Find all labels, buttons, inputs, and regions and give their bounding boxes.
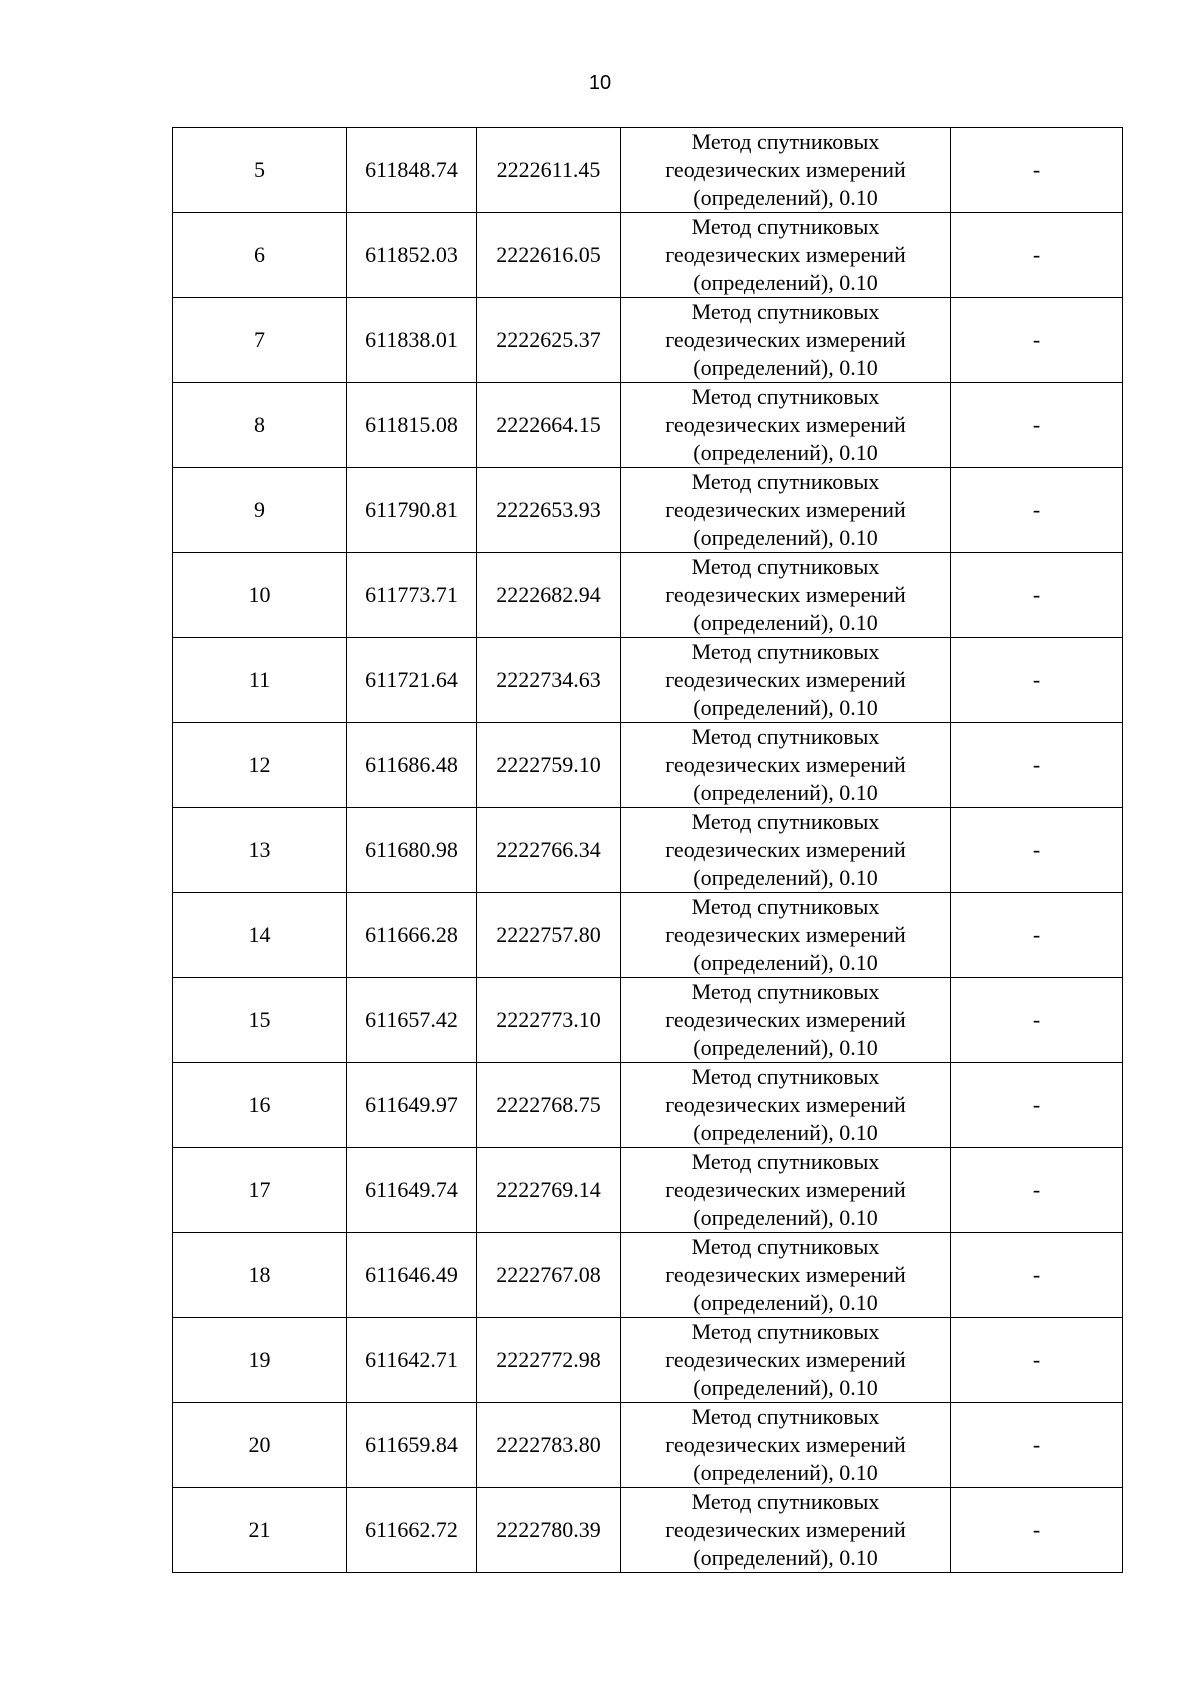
method-text-line: Метод спутниковых <box>691 214 880 239</box>
method-text-line: Метод спутниковых <box>691 1234 880 1259</box>
method-text-line: Метод спутниковых <box>691 299 880 324</box>
table-row <box>173 1148 1123 1233</box>
method-text-line: Метод спутниковых <box>691 1149 880 1174</box>
method-text-line: Метод спутниковых <box>691 809 880 834</box>
table-row <box>173 1063 1123 1148</box>
method-text-line: (определений), 0.10 <box>693 440 878 465</box>
x-coordinate-cell: 611649.74 <box>347 1148 477 1233</box>
method-text-line: (определений), 0.10 <box>693 185 878 210</box>
x-coordinate-cell: 611848.74 <box>347 128 477 213</box>
point-number-cell: 16 <box>173 1063 347 1148</box>
method-text-line: (определений), 0.10 <box>693 610 878 635</box>
x-coordinate-cell: 611721.64 <box>347 638 477 723</box>
table-row <box>173 213 1123 298</box>
point-number-cell: 15 <box>173 978 347 1063</box>
method-text-line: (определений), 0.10 <box>693 950 878 975</box>
y-coordinate-cell: 2222768.75 <box>477 1063 621 1148</box>
y-coordinate-cell: 2222682.94 <box>477 553 621 638</box>
x-coordinate-cell: 611662.72 <box>347 1488 477 1573</box>
method-text-line: Метод спутниковых <box>691 639 880 664</box>
method-text-line: геодезических измерений <box>665 157 906 182</box>
coordinates-table-body <box>173 128 1123 1573</box>
method-text-line: Метод спутниковых <box>691 554 880 579</box>
table-row <box>173 128 1123 213</box>
y-coordinate-cell: 2222767.08 <box>477 1233 621 1318</box>
method-text-line: геодезических измерений <box>665 1262 906 1287</box>
note-cell: - <box>951 383 1123 468</box>
x-coordinate-cell: 611838.01 <box>347 298 477 383</box>
note-cell: - <box>951 298 1123 383</box>
method-cell <box>621 1233 951 1318</box>
table-row <box>173 1233 1123 1318</box>
method-text-line: Метод спутниковых <box>691 129 880 154</box>
table-row <box>173 723 1123 808</box>
point-number-cell: 11 <box>173 638 347 723</box>
y-coordinate-cell: 2222773.10 <box>477 978 621 1063</box>
method-cell <box>621 723 951 808</box>
note-cell: - <box>951 1318 1123 1403</box>
y-coordinate-cell: 2222625.37 <box>477 298 621 383</box>
method-text-line: (определений), 0.10 <box>693 695 878 720</box>
table-row <box>173 383 1123 468</box>
y-coordinate-cell: 2222780.39 <box>477 1488 621 1573</box>
note-cell: - <box>951 1063 1123 1148</box>
point-number-cell: 17 <box>173 1148 347 1233</box>
y-coordinate-cell: 2222611.45 <box>477 128 621 213</box>
method-text-line: Метод спутниковых <box>691 469 880 494</box>
point-number-cell: 20 <box>173 1403 347 1488</box>
x-coordinate-cell: 611642.71 <box>347 1318 477 1403</box>
x-coordinate-cell: 611686.48 <box>347 723 477 808</box>
note-cell: - <box>951 1148 1123 1233</box>
point-number-cell: 12 <box>173 723 347 808</box>
method-text-line: Метод спутниковых <box>691 894 880 919</box>
method-cell <box>621 1148 951 1233</box>
method-text-line: геодезических измерений <box>665 327 906 352</box>
method-text-line: геодезических измерений <box>665 412 906 437</box>
y-coordinate-cell: 2222759.10 <box>477 723 621 808</box>
method-cell <box>621 1403 951 1488</box>
x-coordinate-cell: 611852.03 <box>347 213 477 298</box>
method-text-line: геодезических измерений <box>665 922 906 947</box>
method-cell <box>621 468 951 553</box>
method-text-line: (определений), 0.10 <box>693 1035 878 1060</box>
y-coordinate-cell: 2222757.80 <box>477 893 621 978</box>
note-cell: - <box>951 553 1123 638</box>
method-text-line: (определений), 0.10 <box>693 1545 878 1570</box>
method-text-line: Метод спутниковых <box>691 979 880 1004</box>
method-text-line: геодезических измерений <box>665 1517 906 1542</box>
method-cell <box>621 1318 951 1403</box>
method-text-line: геодезических измерений <box>665 582 906 607</box>
method-text-line: (определений), 0.10 <box>693 1460 878 1485</box>
method-text-line: (определений), 0.10 <box>693 355 878 380</box>
method-text-line: (определений), 0.10 <box>693 1375 878 1400</box>
note-cell: - <box>951 1488 1123 1573</box>
table-row <box>173 808 1123 893</box>
method-text-line: геодезических измерений <box>665 1177 906 1202</box>
method-text-line: (определений), 0.10 <box>693 525 878 550</box>
note-cell: - <box>951 893 1123 978</box>
table-row <box>173 638 1123 723</box>
x-coordinate-cell: 611790.81 <box>347 468 477 553</box>
table-row <box>173 553 1123 638</box>
note-cell: - <box>951 1233 1123 1318</box>
page-number: 10 <box>588 72 612 94</box>
method-cell <box>621 978 951 1063</box>
note-cell: - <box>951 128 1123 213</box>
point-number-cell: 5 <box>173 128 347 213</box>
y-coordinate-cell: 2222616.05 <box>477 213 621 298</box>
method-text-line: Метод спутниковых <box>691 1064 880 1089</box>
method-text-line: геодезических измерений <box>665 497 906 522</box>
y-coordinate-cell: 2222664.15 <box>477 383 621 468</box>
method-text-line: геодезических измерений <box>665 837 906 862</box>
method-text-line: геодезических измерений <box>665 1092 906 1117</box>
point-number-cell: 14 <box>173 893 347 978</box>
method-text-line: Метод спутниковых <box>691 1404 880 1429</box>
method-cell <box>621 1488 951 1573</box>
table-row <box>173 978 1123 1063</box>
method-cell <box>621 808 951 893</box>
point-number-cell: 6 <box>173 213 347 298</box>
y-coordinate-cell: 2222653.93 <box>477 468 621 553</box>
y-coordinate-cell: 2222783.80 <box>477 1403 621 1488</box>
table-row <box>173 1318 1123 1403</box>
table-row <box>173 468 1123 553</box>
point-number-cell: 10 <box>173 553 347 638</box>
coordinates-table <box>172 127 1123 1573</box>
method-cell <box>621 553 951 638</box>
method-text-line: Метод спутниковых <box>691 384 880 409</box>
method-text-line: геодезических измерений <box>665 667 906 692</box>
x-coordinate-cell: 611649.97 <box>347 1063 477 1148</box>
method-cell <box>621 893 951 978</box>
table-row <box>173 298 1123 383</box>
y-coordinate-cell: 2222772.98 <box>477 1318 621 1403</box>
method-text-line: геодезических измерений <box>665 1432 906 1457</box>
method-text-line: (определений), 0.10 <box>693 780 878 805</box>
note-cell: - <box>951 213 1123 298</box>
point-number-cell: 8 <box>173 383 347 468</box>
method-text-line: Метод спутниковых <box>691 724 880 749</box>
note-cell: - <box>951 1403 1123 1488</box>
method-cell <box>621 213 951 298</box>
note-cell: - <box>951 808 1123 893</box>
point-number-cell: 7 <box>173 298 347 383</box>
method-text-line: (определений), 0.10 <box>693 1120 878 1145</box>
x-coordinate-cell: 611680.98 <box>347 808 477 893</box>
x-coordinate-cell: 611659.84 <box>347 1403 477 1488</box>
method-text-line: Метод спутниковых <box>691 1489 880 1514</box>
x-coordinate-cell: 611666.28 <box>347 893 477 978</box>
method-cell <box>621 298 951 383</box>
table-row <box>173 1488 1123 1573</box>
method-text-line: геодезических измерений <box>665 1007 906 1032</box>
point-number-cell: 19 <box>173 1318 347 1403</box>
y-coordinate-cell: 2222769.14 <box>477 1148 621 1233</box>
note-cell: - <box>951 723 1123 808</box>
method-text-line: геодезических измерений <box>665 752 906 777</box>
method-text-line: геодезических измерений <box>665 242 906 267</box>
method-text-line: Метод спутниковых <box>691 1319 880 1344</box>
x-coordinate-cell: 611773.71 <box>347 553 477 638</box>
x-coordinate-cell: 611815.08 <box>347 383 477 468</box>
method-cell <box>621 638 951 723</box>
note-cell: - <box>951 638 1123 723</box>
method-text-line: геодезических измерений <box>665 1347 906 1372</box>
method-cell <box>621 128 951 213</box>
x-coordinate-cell: 611657.42 <box>347 978 477 1063</box>
method-text-line: (определений), 0.10 <box>693 1290 878 1315</box>
point-number-cell: 18 <box>173 1233 347 1318</box>
method-cell <box>621 1063 951 1148</box>
note-cell: - <box>951 468 1123 553</box>
table-row <box>173 1403 1123 1488</box>
method-text-line: (определений), 0.10 <box>693 865 878 890</box>
y-coordinate-cell: 2222734.63 <box>477 638 621 723</box>
method-text-line: (определений), 0.10 <box>693 270 878 295</box>
point-number-cell: 13 <box>173 808 347 893</box>
point-number-cell: 21 <box>173 1488 347 1573</box>
method-cell <box>621 383 951 468</box>
y-coordinate-cell: 2222766.34 <box>477 808 621 893</box>
x-coordinate-cell: 611646.49 <box>347 1233 477 1318</box>
note-cell: - <box>951 978 1123 1063</box>
point-number-cell: 9 <box>173 468 347 553</box>
method-text-line: (определений), 0.10 <box>693 1205 878 1230</box>
table-row <box>173 893 1123 978</box>
